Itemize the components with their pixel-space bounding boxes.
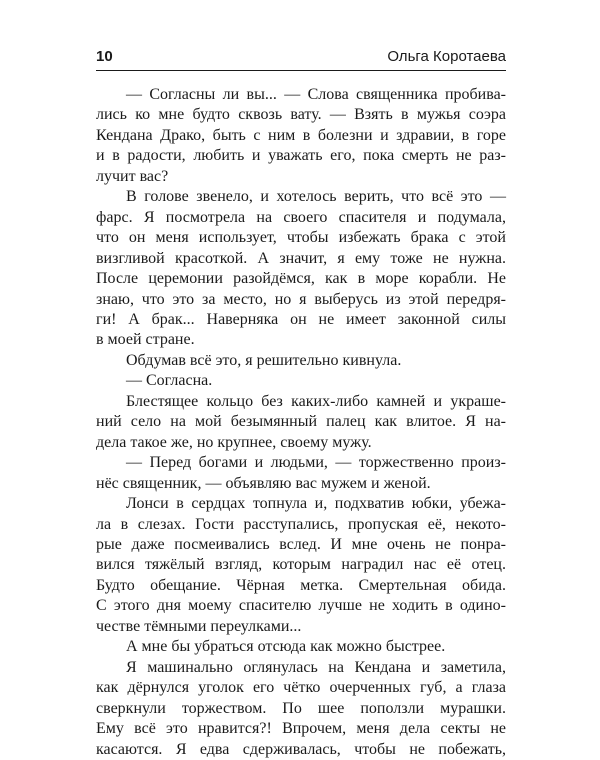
text-line: Будто обещание. Чёрная метка. Смертельная обида.	[96, 576, 506, 594]
text-line: Обдумав всё это, я решительно кивнула.	[126, 351, 402, 369]
text-line: Ему всё это нравится?! Впрочем, меня дела секты не	[96, 720, 506, 738]
text-line: в моей стране.	[96, 331, 195, 349]
header-rule	[96, 70, 506, 71]
text-line: Кендана Драко, быть с ним в болезни и здравии, в горе	[96, 126, 506, 144]
text-line: что он меня использует, чтобы избежать брака с этой	[96, 229, 506, 247]
text-line: Я машинально оглянулась на Кендана и заметила,	[126, 658, 506, 676]
body-text	[96, 85, 506, 760]
text-line: лись ко мне будто сквозь вату. — Взять в мужья соэра	[96, 106, 506, 124]
text-line: — Согласны ли вы... — Слова священника пробива-	[126, 86, 506, 103]
text-line: ги! А брак... Наверняка он не имеет законной силы	[96, 310, 506, 328]
text-line: Лонси в сердцах топнула и, подхватив юбки, убежа-	[126, 495, 506, 513]
text-line: — Перед богами и людьми, — торжественно произ-	[126, 454, 506, 472]
text-line: дела такое же, но крупнее, своему мужу.	[96, 433, 372, 451]
text-line: как дёрнулся уголок его чётко очерченных губ, а глаза	[96, 679, 506, 697]
text-line: С этого дня моему спасителю лучше не ходить в одино-	[96, 597, 506, 615]
text-line: В голове звенело, и хотелось верить, что всё это —	[126, 188, 506, 206]
running-header	[96, 48, 506, 70]
text-line: рые даже посмеивались вслед. И мне очень не понра-	[96, 535, 506, 553]
text-line: Блестящее кольцо без каких-либо камней и украше-	[126, 392, 506, 410]
text-line: вился тяжёлый взгляд, которым наградил нас её отец.	[96, 556, 506, 574]
text-line: фарс. Я посмотрела на своего спасителя и подумала,	[96, 208, 506, 226]
text-line: сверкнули торжеством. По шее поползли мурашки.	[96, 699, 506, 717]
text-line: визгливой красоткой. А значит, я ему тоже не нужна.	[96, 249, 506, 267]
text-line: ний село на мой безымянный палец как влитое. Я на-	[96, 413, 506, 431]
text-line: А мне бы убраться отсюда как можно быстрее.	[126, 638, 446, 656]
text-line: ла в слезах. Гости расступались, пропуская её, некото-	[96, 515, 506, 533]
author-name: Ольга Коротаева	[387, 48, 506, 65]
text-line: касаются. Я едва сдерживалась, чтобы не побежать,	[96, 740, 506, 758]
text-line: честве тёмными переулками...	[96, 617, 302, 635]
text-line: лучит вас?	[96, 167, 169, 185]
text-line: нёс священник, — объявляю вас мужем и женой.	[96, 474, 431, 492]
text-line: и в радости, любить и уважать его, пока смерть не раз-	[96, 147, 506, 165]
page-number: 10	[96, 48, 113, 65]
text-line: После церемонии разойдёмся, как в море корабли. Не	[96, 270, 506, 288]
text-line: знаю, что это за место, но я выберусь из этой передря-	[96, 290, 506, 308]
text-line: — Согласна.	[126, 372, 213, 390]
